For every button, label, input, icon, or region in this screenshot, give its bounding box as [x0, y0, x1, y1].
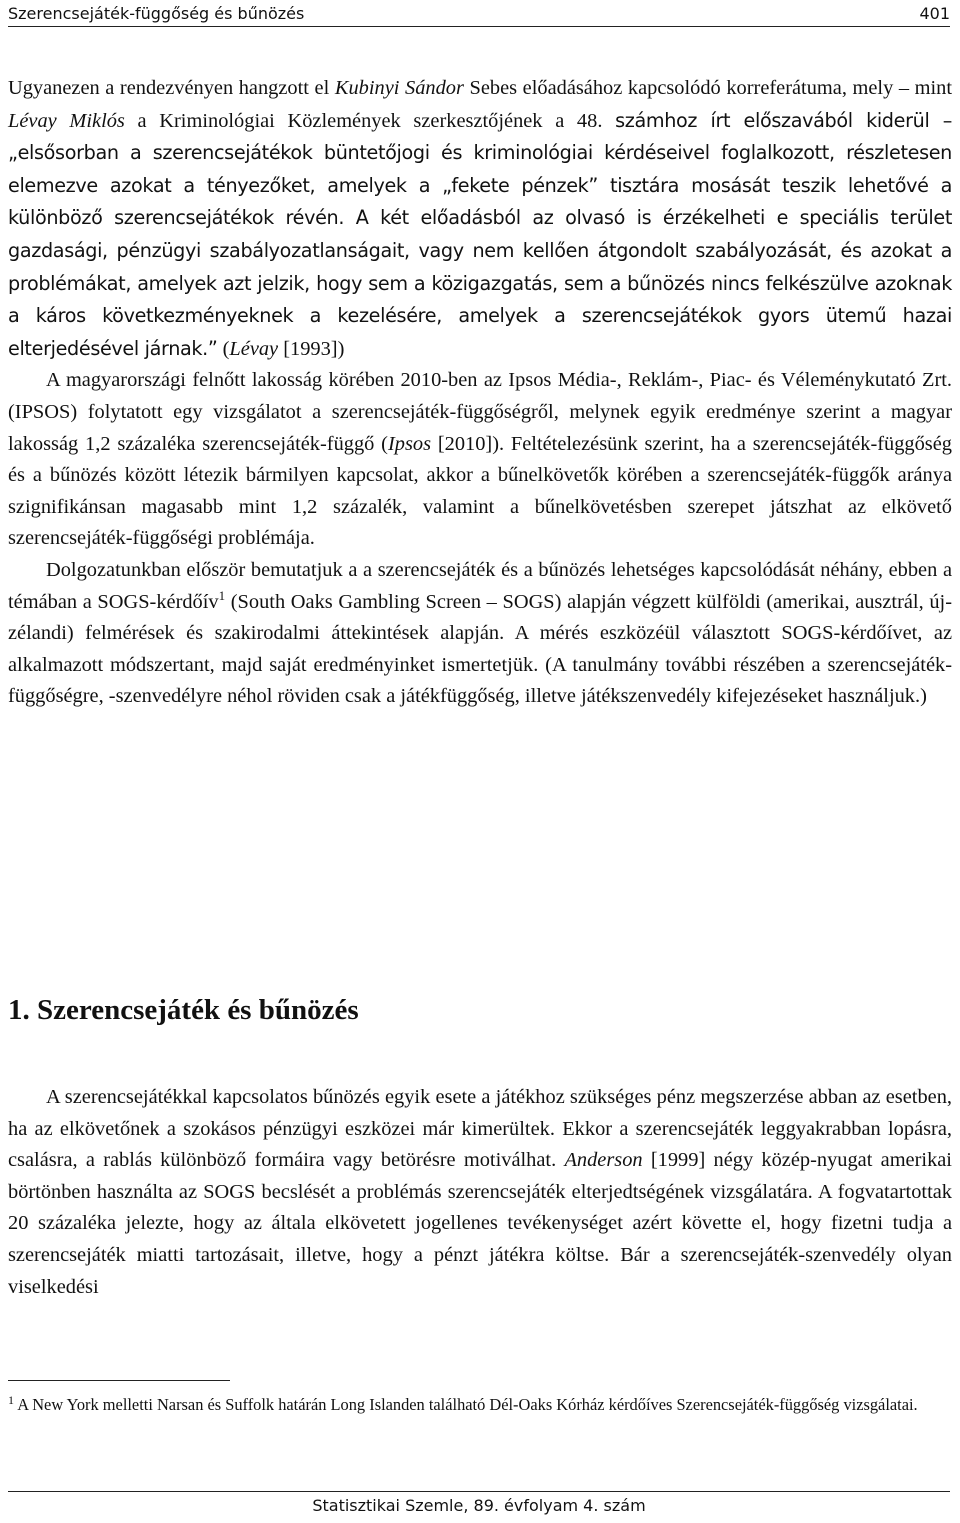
text-run: Ugyanezen a rendezvényen hangzott el [8, 77, 335, 99]
text-run: Dolgozatunkban először bemutatjuk a a szerencsejáték és a bűnözés lehetséges kapcsolódását néhány, ebben a témában a SOGS-kérdőív [8, 558, 952, 613]
footnote [8, 1392, 952, 1418]
body-text-bottom [8, 1082, 952, 1303]
citation-author: Lévay [229, 337, 279, 360]
author-name: Kubinyi Sándor [334, 77, 464, 99]
citation-author: Anderson [564, 1149, 643, 1172]
footnote-divider [8, 1380, 230, 1381]
text-run: a Kriminológiai Közlemények szerkesztőjének a 48. [124, 109, 616, 132]
footnote-number: 1 [8, 1393, 14, 1407]
paragraph-2 [8, 365, 952, 555]
paragraph-4 [8, 1082, 952, 1303]
paragraph-1 [8, 73, 952, 365]
quoted-foreword: számhoz írt előszavából kiderül – „elsősorban a szerencsejátékok büntetőjogi és kriminológiai kérdéseivel foglalkozott, részletesen elemezve azokat a tényezőket, amelyek a „fekete pénzek” tisztára mosását teszik lehetővé a különböző szerencsejátékok révén. A két előadásból az olvasó is érzékelheti e speciális terület gazdasági, pénzügyi szabályozatlanságait, vagy nem kellően átgondolt szabályozását, és azokat a problémákat, amelyek azt jelzik, hogy sem a közigazgatás, sem a bűnözés nincs felkészülve azoknak a káros következményeknek a kezelésére, amelyek a szerencsejátékok gyors ütemű hazai elterjedésével járnak.” [8, 108, 953, 360]
text-run: ( [217, 337, 230, 360]
text-run: A szerencsejátékkal kapcsolatos bűnözés egyik esete a játékhoz szükséges pénz megszerzése abban az esetben, ha az elkövetőnek a szokásos pénzügyi eszközei már kimerültek. Ekkor a szerencsejáték leggyakrabban lopásra, csalásra, a rablás különböző formáira vagy betörésre motiválhat. [8, 1086, 952, 1172]
citation-author: Ipsos [387, 432, 432, 455]
header-title: Szerencsejáték-függőség és bűnözés [8, 3, 305, 23]
text-run: [2010]). Feltételezésünk szerint, ha a szerencsejáték-függőség és a bűnözés között létezik bármilyen kapcsolat, akkor a bűnelkövetők körében a szerencsejáték-függők aránya szignifikánsan magasabb mint 1,2 százalék, valamint a bűnelkövetésben szerepet játszhat az elkövető szerencsejáték-függőségi problémája. [8, 432, 952, 550]
text-run: [1993]) [278, 337, 345, 360]
footnote-text: A New York melletti Narsan és Suffolk határán Long Islanden található Dél-Oaks Kórház kérdőíves Szerencsejáték-függőség vizsgálatai. [14, 1395, 918, 1414]
paragraph-3 [8, 555, 952, 713]
text-run: Sebes előadásához kapcsolódó korreferátuma, mely – mint [463, 77, 953, 99]
author-name: Lévay Miklós [8, 109, 125, 132]
text-run: (South Oaks Gambling Screen – SOGS) alapján végzett külföldi (amerikai, ausztrál, új-zélandi) felmérések és szakirodalmi áttekintések alapján. A mérés eszközéül választott SOGS-kérdőívet, az alkalmazott módszertant, majd saját eredményinket ismertetjük. (A tanulmány további részében a szerencsejáték-függőségre, -szenvedélyre néhol röviden csak a játékfüggőség, illetve játékszenvedély kifejezéseket használjuk.) [8, 590, 952, 708]
page-number: 401 [919, 3, 950, 23]
text-run: A magyarországi felnőtt lakosság körében 2010-ben az Ipsos Média-, Reklám-, Piac- és Véleménykutató Zrt. (IPSOS) folytatott egy vizsgálatot a szerencsejáték-függőségről, melynek egyik eredménye szerint a magyar lakosság 1,2 százaléka szerencsejáték-függő ( [8, 369, 952, 455]
text-run: [1999] négy közép-nyugat amerikai börtönben használta az SOGS becslését a problémás szerencsejáték elterjedtségének vizsgálatára. A fogvatartottak 20 százaléka jelezte, hogy az általa elkövetett jogellenes tevékenységet azért követte el, hogy fizetni tudja a szerencsejáték miatti tartozásait, illetve, hogy a pénzt játékra költse. Bár a szerencsejáték-szenvedély olyan viselkedési [8, 1149, 952, 1298]
footnote-reference[interactable]: 1 [218, 587, 226, 603]
section-heading: 1. Szerencsejáték és bűnözés [8, 994, 359, 1026]
running-footer: Statisztikai Szemle, 89. évfolyam 4. szám [8, 1491, 950, 1515]
running-header [8, 0, 950, 27]
body-text-top [8, 73, 952, 713]
